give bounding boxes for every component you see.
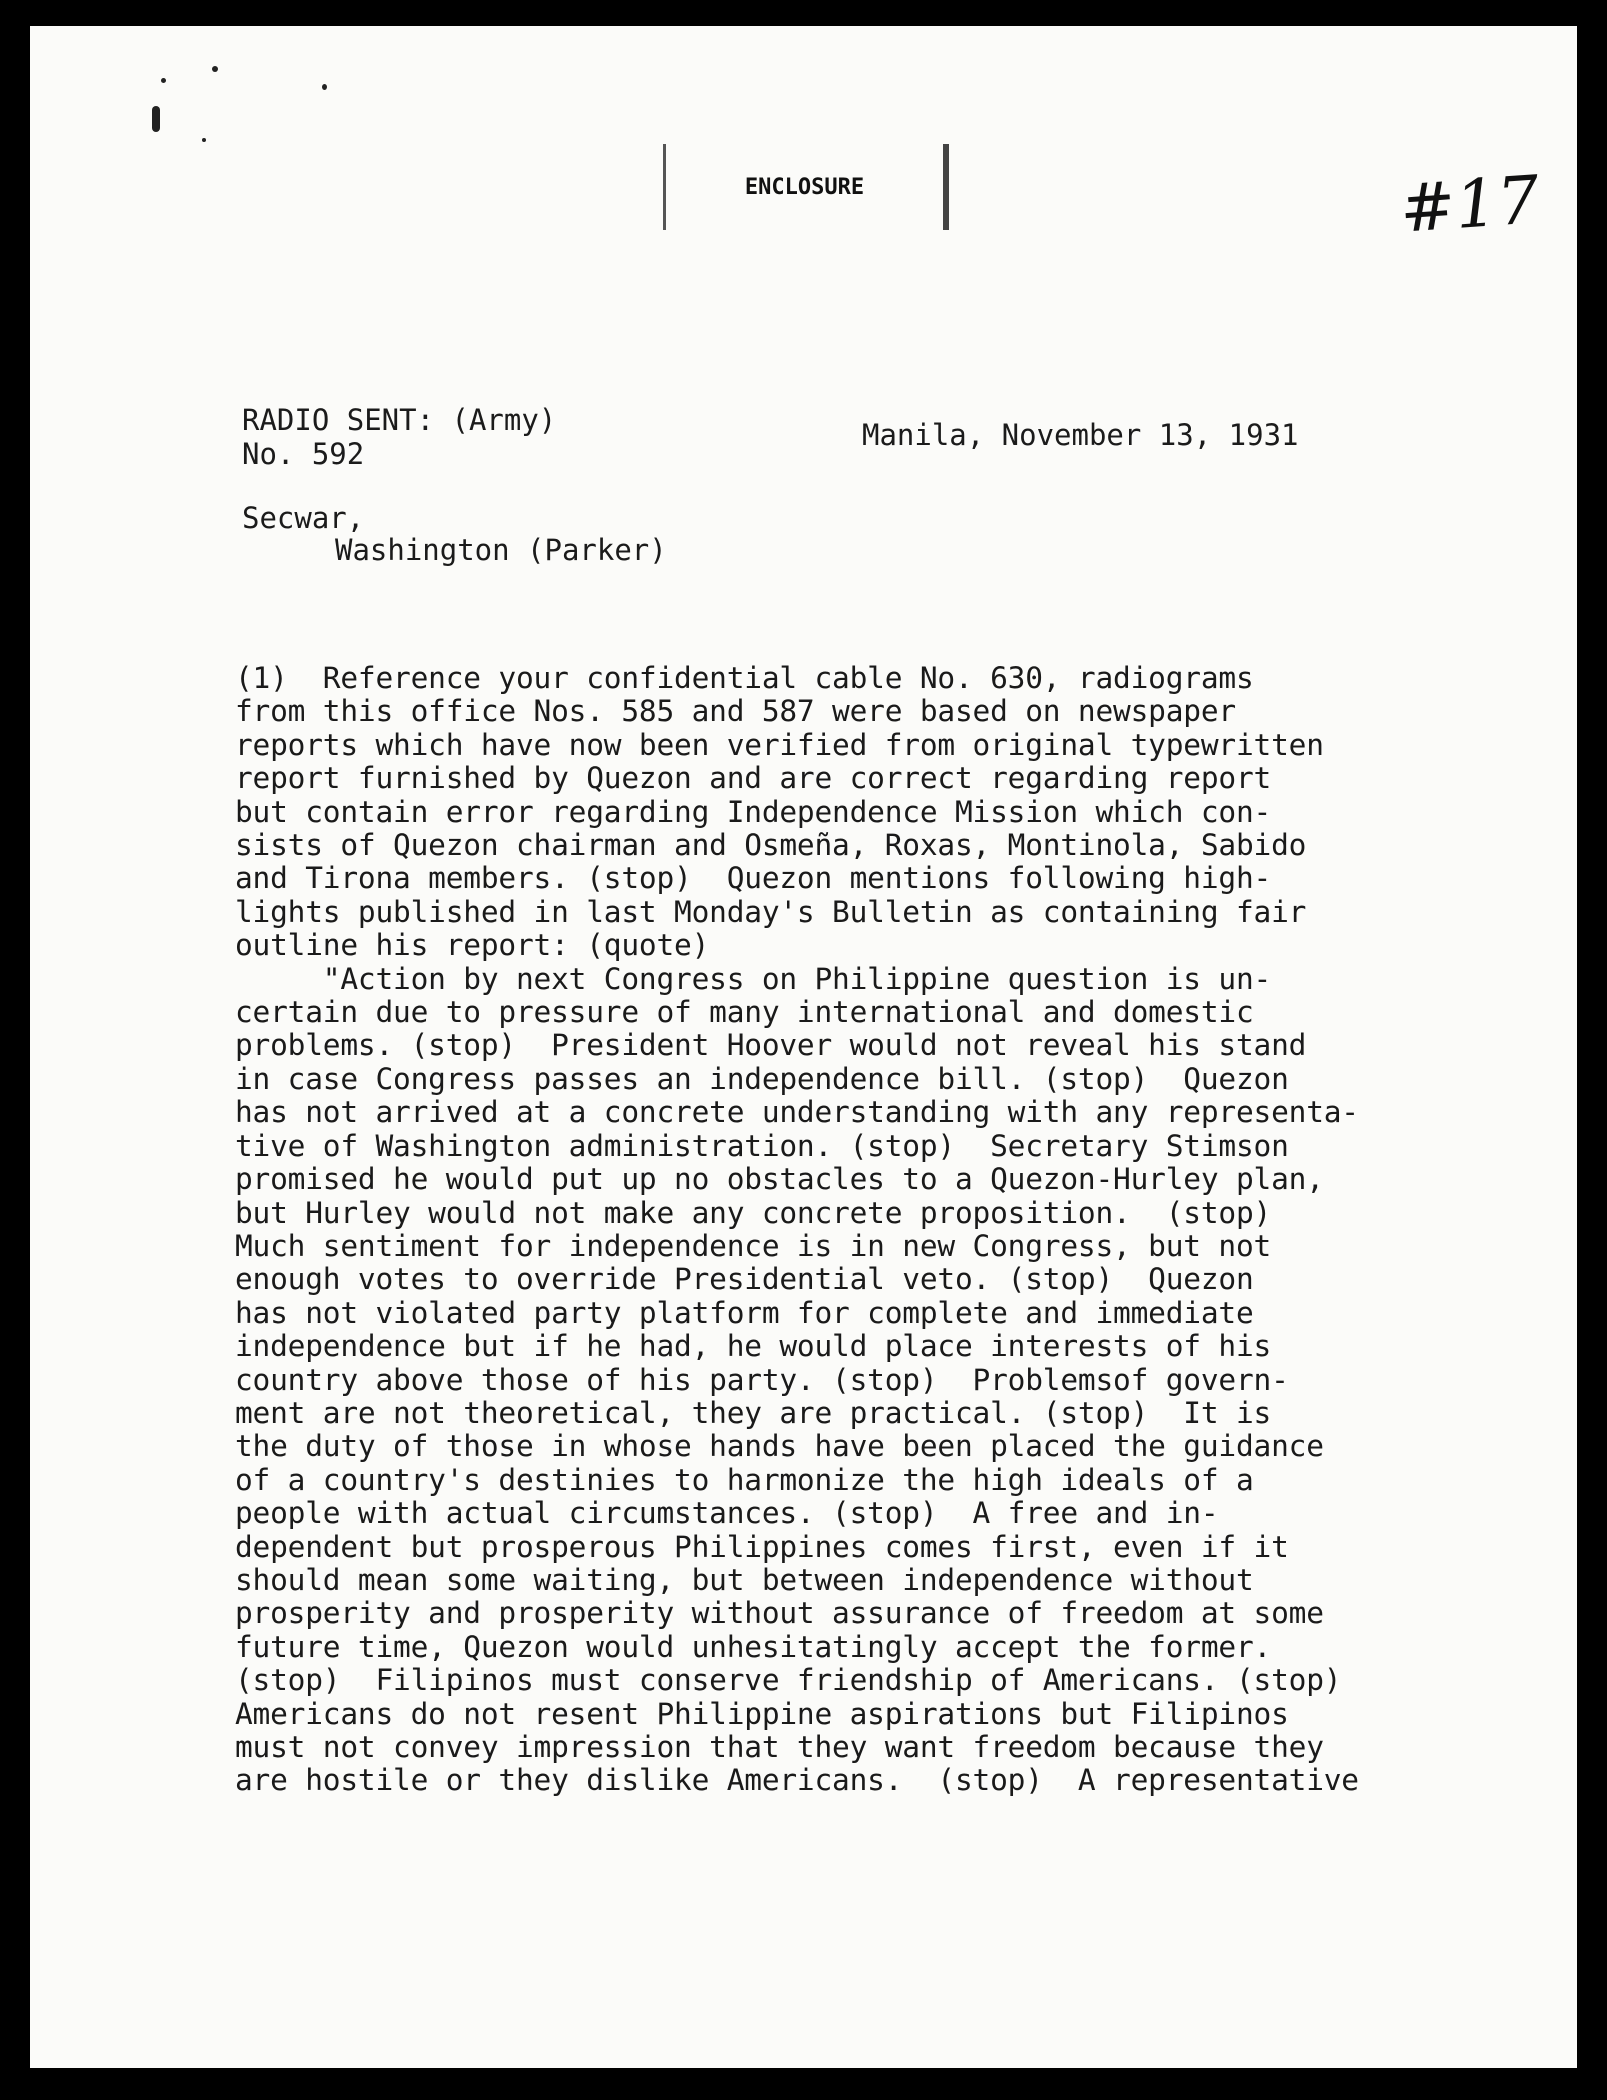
body-line: the duty of those in whose hands have been placed the guidance xyxy=(235,1429,1324,1464)
body-line: and Tirona members. (stop) Quezon mentions following high- xyxy=(235,861,1272,896)
body-line: should mean some waiting, but between independence without xyxy=(235,1562,1254,1597)
body-line: report furnished by Quezon and are correct regarding report xyxy=(235,761,1272,796)
body-line: Americans do not resent Philippine aspirations but Filipinos xyxy=(235,1696,1289,1731)
body-line: promised he would put up no obstacles to a Quezon-Hurley plan, xyxy=(235,1162,1324,1197)
ink-speck xyxy=(161,78,166,83)
body-line: future time, Quezon would unhesitatingly accept the former. xyxy=(235,1629,1272,1664)
ink-speck xyxy=(212,66,218,72)
body-line: problems. (stop) President Hoover would not reveal his stand xyxy=(235,1028,1307,1063)
body-line: (stop) Filipinos must conserve friendship of Americans. (stop) xyxy=(235,1663,1342,1698)
body-line: ment are not theoretical, they are practical. (stop) It is xyxy=(235,1395,1272,1430)
message-body xyxy=(235,662,1515,1798)
body-line: are hostile or they dislike Americans. (stop) A representative xyxy=(235,1763,1359,1798)
body-line: (1) Reference your confidential cable No. 630, radiograms xyxy=(235,661,1254,695)
body-line: dependent but prosperous Philippines comes first, even if it xyxy=(235,1529,1289,1564)
handwritten-page-mark: #17 xyxy=(1397,161,1542,248)
addressee-line-1: Secwar, xyxy=(242,501,365,535)
body-line: Much sentiment for independence is in new Congress, but not xyxy=(235,1228,1272,1263)
enclosure-label: ENCLOSURE xyxy=(744,174,865,200)
document-page xyxy=(30,26,1577,2068)
body-line: "Action by next Congress on Philippine question is un- xyxy=(235,961,1272,996)
addressee-line-2: Washington (Parker) xyxy=(335,533,667,567)
body-line: must not convey impression that they want freedom because they xyxy=(235,1730,1324,1764)
radio-sent-line: RADIO SENT: (Army) xyxy=(242,403,557,437)
place-date: Manila, November 13, 1931 xyxy=(862,418,1299,452)
body-line: from this office Nos. 585 and 587 were based on newspaper xyxy=(235,694,1236,729)
body-line: prosperity and prosperity without assurance of freedom at some xyxy=(235,1596,1324,1631)
ink-speck xyxy=(152,106,160,132)
body-line: sists of Quezon chairman and Osmeña, Roxas, Montinola, Sabido xyxy=(235,828,1307,863)
enclosure-stamp xyxy=(663,144,949,230)
body-line: lights published in last Monday's Bulletin as containing fair xyxy=(235,894,1307,929)
body-line: but Hurley would not make any concrete proposition. (stop) xyxy=(235,1195,1272,1230)
body-line: enough votes to override Presidential veto. (stop) Quezon xyxy=(235,1262,1254,1297)
body-line: tive of Washington administration. (stop) Secretary Stimson xyxy=(235,1128,1289,1163)
body-line: outline his report: (quote) xyxy=(235,928,710,963)
body-line: of a country's destinies to harmonize the high ideals of a xyxy=(235,1462,1254,1497)
body-line: reports which have now been verified from original typewritten xyxy=(235,727,1324,762)
body-line: has not violated party platform for complete and immediate xyxy=(235,1295,1254,1330)
message-number: No. 592 xyxy=(242,437,365,471)
body-line: certain due to pressure of many international and domestic xyxy=(235,995,1254,1030)
body-line: has not arrived at a concrete understanding with any representa- xyxy=(235,1095,1359,1130)
ink-speck xyxy=(322,84,327,90)
body-line: people with actual circumstances. (stop) A free and in- xyxy=(235,1496,1219,1531)
ink-speck xyxy=(202,138,206,142)
body-line: independence but if he had, he would place interests of his xyxy=(235,1329,1272,1364)
body-line: country above those of his party. (stop) Problemsof govern- xyxy=(235,1362,1289,1397)
body-line: but contain error regarding Independence Mission which con- xyxy=(235,794,1272,829)
body-line: in case Congress passes an independence bill. (stop) Quezon xyxy=(235,1061,1289,1096)
